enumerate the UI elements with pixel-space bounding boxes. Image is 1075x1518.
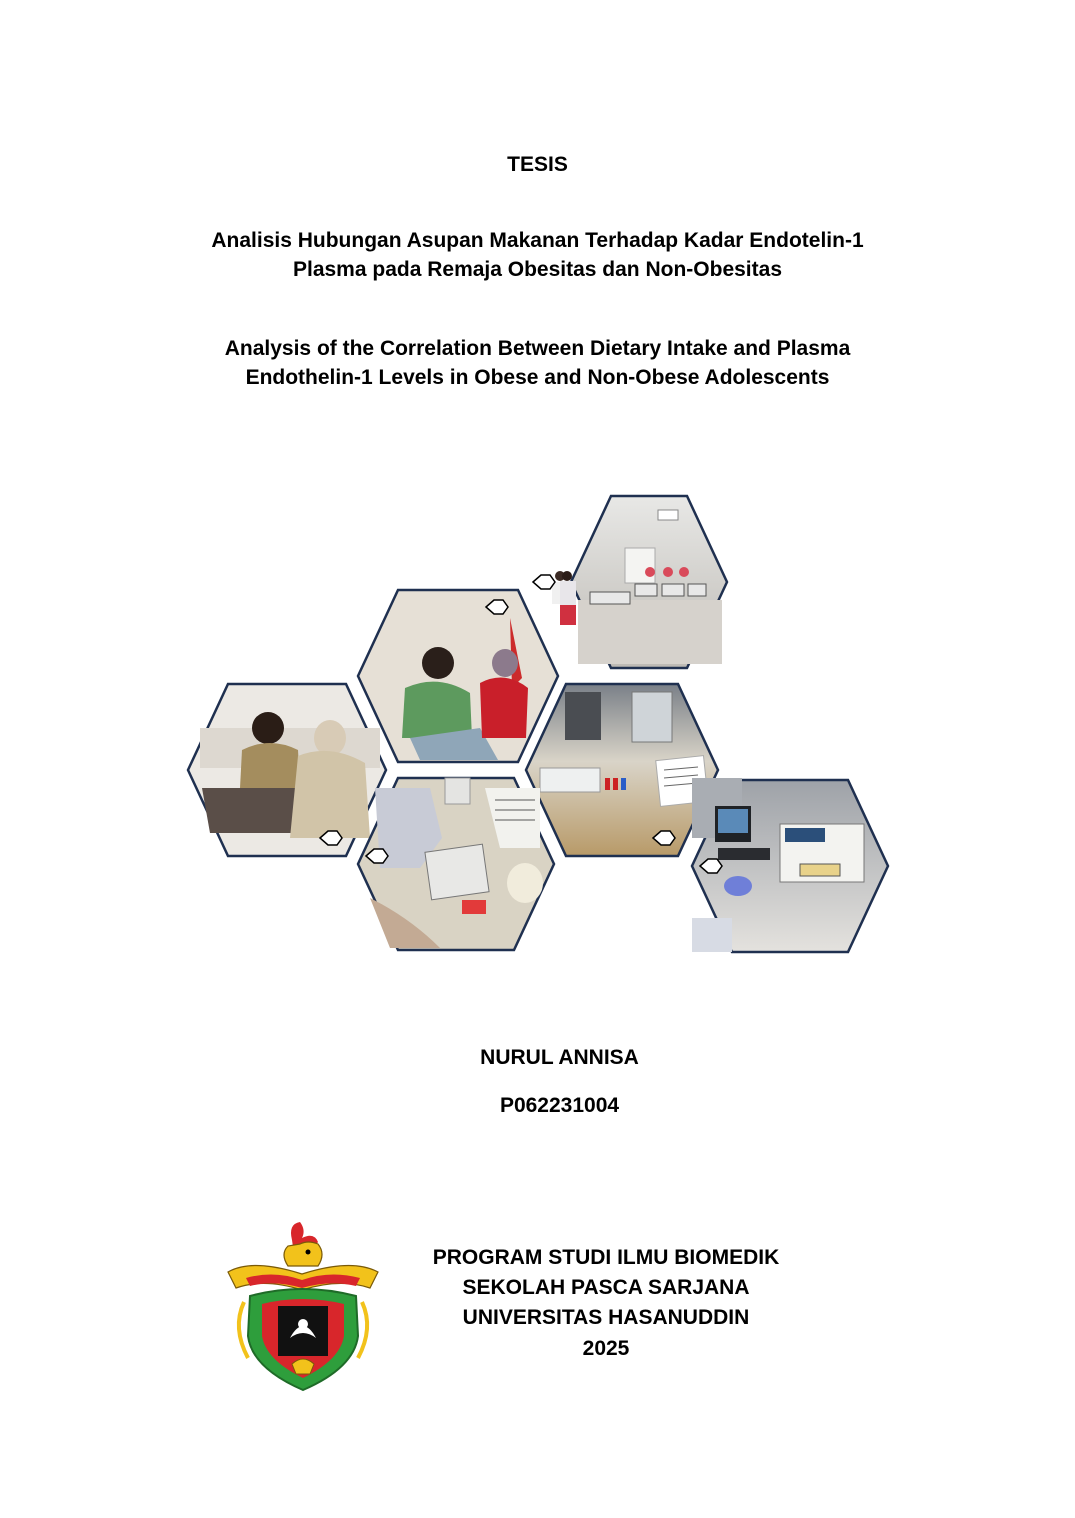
document-type: TESIS bbox=[507, 153, 568, 176]
university-name: UNIVERSITAS HASANUDDIN bbox=[462, 1306, 750, 1329]
classroom-photo bbox=[533, 496, 727, 668]
title-english-line-2: Endothelin-1 Levels in Obese and Non-Obese Adolescents bbox=[245, 366, 830, 389]
measurement-photo bbox=[358, 590, 558, 762]
plate-reader-photo bbox=[692, 778, 888, 952]
lab-bench-photo bbox=[526, 684, 718, 856]
interview-photo bbox=[188, 684, 386, 856]
author-name: NURUL ANNISA bbox=[480, 1046, 639, 1069]
title-english-line-1: Analysis of the Correlation Between Dietary Intake and Plasma bbox=[224, 337, 851, 360]
program-name: PROGRAM STUDI ILMU BIOMEDIK bbox=[432, 1246, 780, 1269]
student-id: P062231004 bbox=[499, 1094, 620, 1117]
title-indonesian-line-2: Plasma pada Remaja Obesitas dan Non-Obesitas bbox=[292, 258, 782, 281]
year: 2025 bbox=[582, 1337, 630, 1360]
pipetting-photo bbox=[358, 778, 554, 950]
photo-collage bbox=[180, 488, 900, 960]
school-name: SEKOLAH PASCA SARJANA bbox=[462, 1276, 750, 1299]
title-indonesian-line-1: Analisis Hubungan Asupan Makanan Terhadap Kadar Endotelin-1 bbox=[211, 229, 864, 252]
